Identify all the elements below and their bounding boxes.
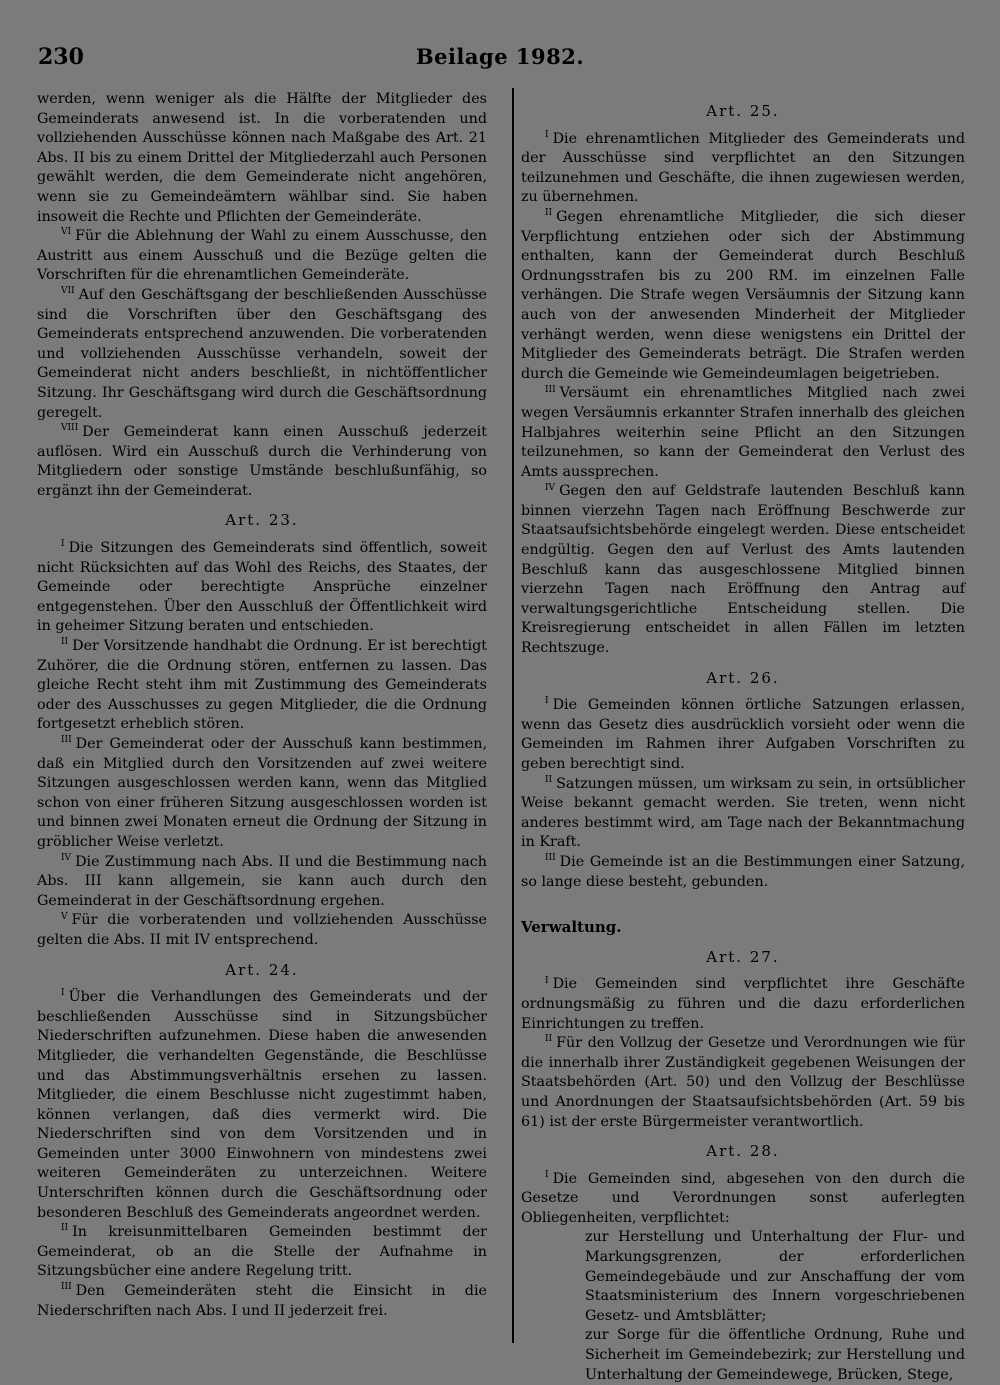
paragraph-number: IV — [61, 852, 72, 863]
paragraph — [521, 482, 965, 658]
paragraph-text: Gegen den auf Geldstrafe lautenden Beschluß kann binnen vierzehn Tagen nach Eröffnung Beschwerde zur Staatsaufsichtsbehörde eingelegt werden. Diese entscheidet endgültig. Gegen den auf Verlust des Amts lautenden Beschluß kann das ausgeschlossene Mitglied binnen vierzehn Tagen nach Eröffnung den Antrag auf verwaltungsgerichtliche Entscheidung stellen. Die Kreisregierung entscheidet in allen Fällen im letzten Rechtszuge. — [521, 483, 965, 657]
right-column — [521, 92, 965, 1385]
paragraph — [521, 1170, 965, 1229]
paragraph-number: VIII — [61, 423, 79, 434]
article-heading: Art. 24. — [225, 960, 299, 979]
article-heading: Art. 27. — [706, 947, 780, 966]
list-item: zur Sorge für die öffentliche Ordnung, Ruhe und Sicherheit im Gemeindebezirk; zur Herstellung und Unterhaltung der Gemeindewege, Brücken, Stege, — [585, 1327, 965, 1383]
paragraph — [37, 735, 487, 853]
paragraph — [37, 1282, 487, 1321]
paragraph-text: Die ehrenamtlichen Mitglieder des Gemeinderats und der Ausschüsse sind verpflichtet an den Sitzungen teilzunehmen und Geschäfte, die ihnen zugewiesen werden, zu übernehmen. — [521, 130, 965, 206]
page-title: Beilage 1982. — [415, 44, 585, 69]
paragraph-text: Die Gemeinden sind, abgesehen von den durch die Gesetze und Verordnungen sonst auferlegten Obliegenheiten, verpflichtet: — [521, 1170, 965, 1226]
paragraph — [37, 637, 487, 735]
paragraph-text: Auf den Geschäftsgang der beschließenden Ausschüsse sind die Vorschriften über den Geschäftsgang des Gemeinderats entsprechend anzuwenden. Die vorberatenden und vollziehenden Ausschüsse verhandeln, soweit der Gemeinderat nicht anders beschließt, in nichtöffentlicher Sitzung. Ihr Geschäftsgang wird durch die Geschäftsordnung geregelt. — [37, 286, 487, 421]
paragraph — [37, 988, 487, 1223]
paragraph — [37, 90, 487, 227]
paragraph-text: Den Gemeinderäten steht die Einsicht in die Niederschriften nach Abs. I und II jederzeit frei. — [37, 1283, 487, 1319]
paragraph-number: I — [545, 129, 549, 140]
article-heading: Art. 23. — [225, 511, 299, 530]
paragraph-number: VI — [61, 227, 72, 238]
paragraph — [37, 911, 487, 950]
column-divider — [512, 88, 514, 1343]
paragraph — [37, 853, 487, 912]
paragraph — [521, 208, 965, 384]
paragraph-text: Versäumt ein ehrenamtliches Mitglied nach zwei wegen Versäumnis erkannter Strafen innerhalb des gleichen Halbjahres weiterhin seine Pflicht an den Sitzungen teilzunehmen, so kann der Gemeinderat den Verlust des Amts aussprechen. — [521, 385, 965, 480]
paragraph-text: Der Gemeinderat kann einen Ausschuß jederzeit auflösen. Wird ein Ausschuß durch die Verhinderung von Mitgliedern oder sonstige Umstände beschlußunfähig, so ergänzt ihn der Gemeinderat. — [37, 424, 487, 499]
paragraph-text: werden, wenn weniger als die Hälfte der Mitglieder des Gemeinderats anwesend ist. In die vorberatenden und vollziehenden Ausschüsse können nach Maßgabe des Art. 21 Abs. II bis zu einem Drittel der Mitgliederzahl auch Personen gewählt werden, die dem Gemeinderate nicht angehören, wenn sie zu Gemeindeämtern wählbar sind. Sie haben insoweit die Rechte und Pflichten der Gemeinderäte. — [37, 91, 487, 225]
paragraph-text: Gegen ehrenamtliche Mitglieder, die sich dieser Verpflichtung entziehen oder sich der Abstimmung enthalten, kann der Gemeinderat durch Beschluß Ordnungsstrafen bis zu 200 RM. im einzelnen Falle verhängen. Die Strafe wegen Versäumnis der Sitzung kann auch von der anwesenden Minderheit der Mitglieder verhängt werden, wenn diese wenigstens ein Drittel der Mitglieder des Gemeinderats beträgt. Die Strafen werden durch die Gemeinde wie Gemeindeumlagen beigetrieben. — [521, 208, 965, 382]
paragraph-number: IV — [545, 482, 556, 493]
article-heading: Art. 28. — [706, 1142, 780, 1161]
paragraph — [37, 423, 487, 501]
paragraph-number: III — [545, 384, 556, 395]
list-item: zur Herstellung und Unterhaltung der Flur- und Markungsgrenzen, der erforderlichen Gemeindegebäude und zur Anschaffung der vom Staatsministerium des Innern vorgeschriebenen Gesetz- und Amtsblätter; — [585, 1229, 965, 1324]
paragraph-number: II — [545, 1034, 553, 1045]
paragraph-text: Für die vorberatenden und vollziehenden Ausschüsse gelten die Abs. II mit IV entsprechend. — [37, 912, 487, 948]
paragraph-text: Die Gemeinde ist an die Bestimmungen einer Satzung, so lange diese besteht, gebunden. — [521, 853, 965, 890]
paragraph-number: I — [545, 1169, 549, 1180]
paragraph-text: Für den Vollzug der Gesetze und Verordnungen wie für die innerhalb ihrer Zuständigkeit gegebenen Weisungen der Staatsbehörden (Art. 50) und den Vollzug der Beschlüsse und Anordnungen der Staatsaufsichtsbehörden (Art. 59 bis 61) ist der erste Bürgermeister verantwortlich. — [521, 1035, 965, 1130]
paragraph — [37, 227, 487, 286]
section-heading: Verwaltung. — [521, 918, 622, 937]
paragraph — [521, 1034, 965, 1132]
paragraph-text: Satzungen müssen, um wirksam zu sein, in ortsüblicher Weise bekannt gemacht werden. Sie treten, wenn nicht anderes bestimmt wird, am Tage nach der Bekanntmachung in Kraft. — [521, 775, 965, 851]
paragraph-number: III — [61, 1282, 72, 1293]
paragraph-number: I — [545, 975, 549, 986]
article-heading: Art. 26. — [706, 668, 780, 687]
paragraph-number: II — [545, 774, 553, 785]
paragraph — [521, 130, 965, 208]
paragraph-text: Der Gemeinderat oder der Ausschuß kann bestimmen, daß ein Mitglied durch den Vorsitzenden auf zwei weitere Sitzungen ausgeschlossen werden kann, wenn das Mitglied schon von einer früheren Sitzung ausgeschlossen worden ist und binnen zwei Monaten erneut die Ordnung der Sitzung in gröblicher Weise verletzt. — [37, 736, 487, 850]
paragraph-text: In kreisunmittelbaren Gemeinden bestimmt der Gemeinderat, ob an die Stelle der Aufnahme in Sitzungsbücher eine andere Regelung tritt. — [37, 1224, 487, 1280]
paragraph-text: Für die Ablehnung der Wahl zu einem Ausschusse, den Austritt aus einem Ausschuß und die Bezüge gelten die Vorschriften für die ehrenamtlichen Gemeinderäte. — [37, 228, 487, 284]
paragraph-text: Die Zustimmung nach Abs. II und die Bestimmung nach Abs. III kann allgemein, sie kann auch durch den Gemeinderat in der Geschäftsordnung ergehen. — [37, 853, 487, 909]
paragraph-number: II — [545, 208, 553, 219]
paragraph-number: VII — [61, 286, 75, 297]
paragraph-number: III — [545, 853, 556, 864]
paragraph-text: Die Sitzungen des Gemeinderats sind öffentlich, soweit nicht Rücksichten auf das Wohl des Reichs, des Staates, der Gemeinde oder berechtigte Ansprüche einzelner entgegenstehen. Über den Ausschluß der Öffentlichkeit wird in geheimer Sitzung beraten und entschieden. — [37, 540, 487, 635]
left-column — [37, 90, 487, 1321]
paragraph — [37, 1223, 487, 1282]
paragraph — [37, 286, 487, 423]
paragraph — [37, 539, 487, 637]
paragraph-text: Die Gemeinden können örtliche Satzungen erlassen, wenn das Gesetz dies ausdrücklich vorsieht oder wenn die Gemeinden im Rahmen ihrer Aufgaben Vorschriften zu geben berechtigt sind. — [521, 697, 965, 772]
page-number: 230 — [38, 44, 84, 70]
article-heading: Art. 25. — [706, 102, 780, 120]
paragraph — [521, 384, 965, 482]
paragraph-number: I — [545, 696, 549, 707]
paragraph — [521, 775, 965, 853]
paragraph-text: Die Gemeinden sind verpflichtet ihre Geschäfte ordnungsmäßig zu führen und die dazu erforderlichen Einrichtungen zu treffen. — [521, 976, 965, 1032]
paragraph-text: Der Vorsitzende handhabt die Ordnung. Er ist berechtigt Zuhörer, die die Ordnung stören, entfernen zu lassen. Das gleiche Recht steht ihm mit Zustimmung des Gemeinderats oder des Ausschusses zu gegen Mitglieder, die die Ordnung fortgesetzt erheblich stören. — [37, 638, 487, 733]
paragraph — [521, 853, 965, 892]
paragraph-number: II — [61, 637, 69, 648]
page-header — [38, 44, 962, 74]
paragraph-number: II — [61, 1223, 69, 1234]
paragraph-number: V — [61, 911, 68, 922]
paragraph-number: I — [61, 988, 65, 999]
paragraph-number: I — [61, 539, 65, 550]
paragraph-number: III — [61, 735, 72, 746]
paragraph — [521, 696, 965, 774]
paragraph — [521, 975, 965, 1034]
paragraph-text: Über die Verhandlungen des Gemeinderats und der beschließenden Ausschüsse sind in Sitzungsbücher Niederschriften aufzunehmen. Diese haben die anwesenden Mitglieder, die verhandelten Gegenstände, die Beschlüsse und das Abstimmungsverhältnis ersehen zu lassen. Mitglieder, die einem Beschlusse nicht zugestimmt haben, können verlangen, daß dies vermerkt wird. Die Niederschriften sind von dem Vorsitzenden und in Gemeinden unter 3000 Einwohnern von mindestens zwei weiteren Gemeinderäten zu unterzeichnen. Weitere Unterschriften können durch die Geschäftsordnung oder besonderen Beschluß des Gemeinderats angeordnet werden. — [37, 989, 487, 1221]
